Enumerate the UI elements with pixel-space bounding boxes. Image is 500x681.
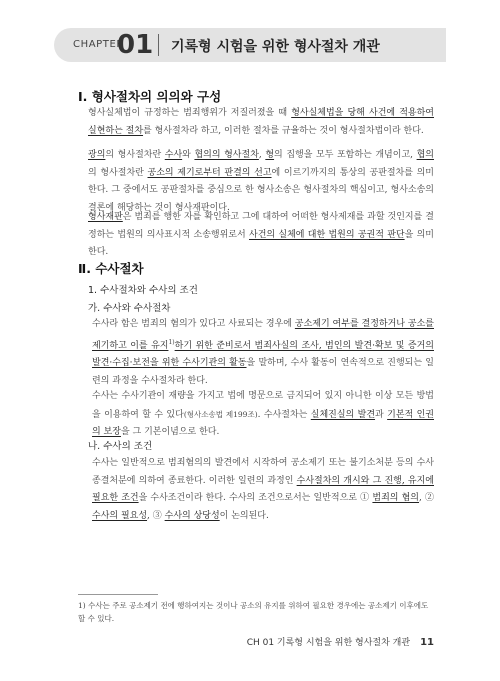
subsection-heading-b: 나. 수사의 조건 [88, 441, 153, 452]
paragraph: 수사는 수사기관이 재량을 가지고 법에 명문으로 금지되어 있지 아니한 이상 모든 방법을 이용하여 할 수 있다(형사소송법 제199조). 수사절차는 실체진실의 발견과 기본적 인권의 보장을 그 기본이념으로 한다. [92, 391, 434, 437]
section-heading-2: Ⅱ. 수사절차 [78, 261, 144, 276]
subsection-heading-a: 가. 수사와 수사절차 [88, 303, 171, 314]
paragraph: 형사실체법이 규정하는 범죄행위가 저질러졌을 때 형사실체법을 당해 사건에 적용하여 실현하는 절차를 형사절차라 하고, 이러한 절차를 규율하는 것이 형사절차법이라 한다. [88, 108, 434, 136]
page-footer [247, 635, 434, 648]
chapter-title: 기록형 시험을 위한 형사절차 개관 [171, 39, 380, 55]
subsection-heading: 1. 수사절차와 수사의 조건 [88, 285, 198, 296]
section-heading-1: Ⅰ. 형사절차의 의의와 구성 [78, 89, 222, 104]
running-title: CH 01 기록형 시험을 위한 형사절차 개관 [246, 638, 411, 648]
footnote-divider [78, 594, 158, 595]
footnote: 1) 수사는 주로 공소제기 전에 행하여지는 것이나 공소의 유지를 위하여 필요한 경우에는 공소제기 이후에도 할 수 있다. [78, 601, 429, 623]
paragraph: 수사라 함은 범죄의 혐의가 있다고 사료되는 경우에 공소제기 여부를 결정하거나 공소를 제기하고 이를 유지$^{1)}$하기 위한 준비로서 범죄사실의 조사, 범인의 발견·확보 및 증거의 발견·수집·보전을 위한 수사기관의 활동을 말하며, 수사 활동이 연속적으로 진행되는 일련의 과정을 수사절차라 한다. [92, 319, 434, 386]
paragraph: 형사재판은 범죄를 행한 자를 확인하고 그에 대하여 어떠한 형사제재를 과할 것인지를 결정하는 법원의 의사표시적 소송행위로서 사건의 실체에 대한 법원의 공권적 판단을 의미한다. [88, 212, 434, 257]
page-number: 11 [420, 637, 434, 648]
chapter-label: CHAPTER [73, 39, 124, 50]
header-divider [158, 34, 159, 56]
chapter-number: 01 [117, 30, 154, 60]
paragraph: 수사는 일반적으로 범죄혐의의 발견에서 시작하여 공소제기 또는 불기소처분 등의 수사종결처분에 의하여 종료한다. 이러한 일련의 과정인 수사절차의 개시와 그 진행, 유지에 필요한 조건을 수사조건이라 한다. 수사의 조건으로서는 일반적으로 ① 범죄의 혐의, ② 수사의 필요성, ③ 수사의 상당성이 논의된다. [92, 458, 434, 521]
paragraph: 광의의 형사절차란 수사와 협의의 형사절차, 형의 집행을 모두 포함하는 개념이고, 협의의 형사절차란 공소의 제기로부터 판결의 선고에 이르기까지의 통상의 공판절차를 의미한다. 그 중에서도 공판절차를 중심으로 한 형사소송은 형사절차의 핵심이고, 형사소송의 결론에 해당하는 것이 형사재판이다. [88, 150, 434, 213]
